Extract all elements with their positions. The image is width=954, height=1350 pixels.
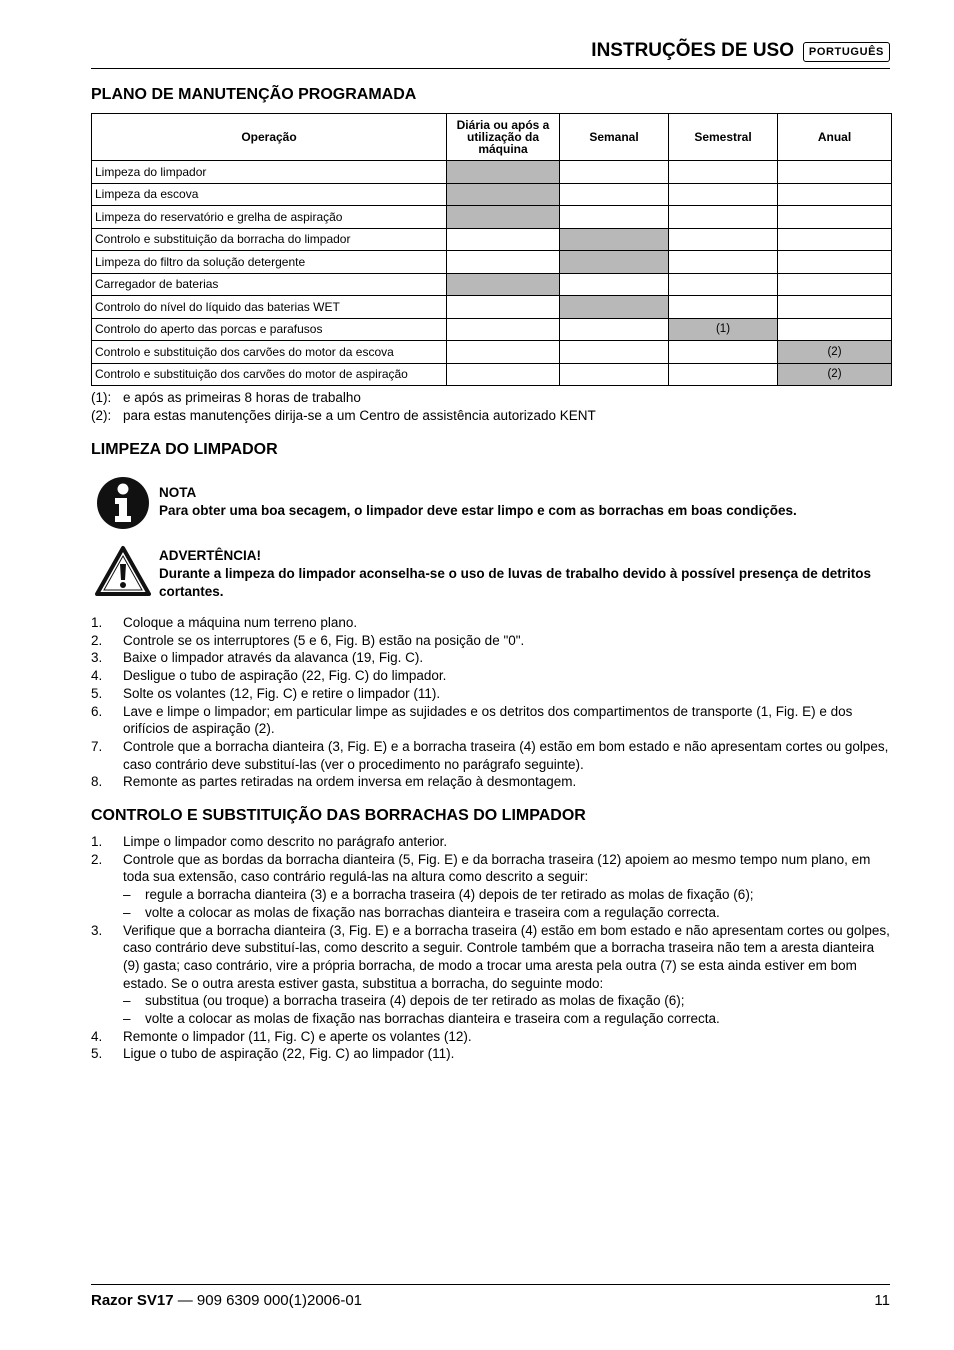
operation-cell: Limpeza da escova [92, 183, 447, 206]
footnote-key: (2): [91, 408, 112, 423]
footnote [91, 390, 361, 405]
table-row [92, 206, 892, 229]
schedule-cell [447, 363, 560, 386]
warning-icon [95, 545, 151, 602]
schedule-cell [560, 318, 669, 341]
schedule-cell [778, 296, 892, 319]
sub-item: – volte a colocar as molas de fixação nas borrachas dianteira e traseira com a regulação correcta. [123, 904, 720, 920]
maintenance-table [91, 113, 892, 386]
table-row [92, 296, 892, 319]
schedule-cell [669, 363, 778, 386]
operation-cell: Limpeza do filtro da solução detergente [92, 251, 447, 274]
list-item: 4. Desligue o tubo de aspiração (22, Fig. C) do limpador. [91, 668, 447, 684]
warning-block [159, 547, 889, 601]
table-row [92, 341, 892, 364]
operation-cell: Controlo e substituição dos carvões do motor de aspiração [92, 363, 447, 386]
warning-text: Durante a limpeza do limpador aconselha-se o uso de luvas de trabalho devido à possível presença de detritos cortantes. [159, 566, 871, 599]
schedule-cell [778, 273, 892, 296]
schedule-cell [447, 341, 560, 364]
schedule-cell [560, 161, 669, 184]
schedule-heading: PLANO DE MANUTENÇÃO PROGRAMADA [91, 86, 417, 103]
schedule-cell [669, 161, 778, 184]
table-row [92, 251, 892, 274]
list-item: 2. Controle que as bordas da borracha dianteira (5, Fig. E) e da borracha traseira (12) apoiem ao mesmo tempo num plano, em toda sua extensão, caso contrário regulá-las na altura como descrito a seguir: – regule a borracha dianteira (3) e a borracha traseira (4) depois de ter retirado as molas de fixação (6); – volte a colocar as molas de fixação nas borrachas dianteira e traseira com a regulação correcta. [91, 851, 890, 922]
rubbers-steps [91, 833, 890, 1063]
table-row [92, 183, 892, 206]
cleaning-heading: LIMPEZA DO LIMPADOR [91, 441, 278, 458]
info-icon [95, 475, 151, 536]
page-footer [91, 1284, 890, 1309]
operation-cell: Controlo do nível do líquido das baterias WET [92, 296, 447, 319]
schedule-cell [778, 228, 892, 251]
footnote [91, 408, 596, 423]
operation-cell: Limpeza do reservatório e grelha de aspiração [92, 206, 447, 229]
col-daily: Diária ou após a utilização da máquina [447, 114, 560, 161]
col-semiannual: Semestral [669, 114, 778, 161]
list-item: 8. Remonte as partes retiradas na ordem inversa em relação à desmontagem. [91, 774, 577, 790]
note-block [159, 484, 889, 520]
note-text: Para obter uma boa secagem, o limpador deve estar limpo e com as borrachas em boas condições. [159, 503, 797, 518]
cleaning-steps [91, 614, 890, 791]
list-item: 1. Coloque a máquina num terreno plano. [91, 615, 358, 630]
list-item: 1. Limpe o limpador como descrito no parágrafo anterior. [91, 834, 448, 849]
language-badge: PORTUGUÊS [803, 42, 890, 62]
footnote-text: para estas manutenções dirija-se a um Centro de assistência autorizado KENT [123, 408, 596, 423]
sub-item: – substitua (ou troque) a borracha traseira (4) depois de ter retirado as molas de fixação (6); [123, 993, 685, 1009]
schedule-cell [669, 206, 778, 229]
table-row [92, 161, 892, 184]
sub-list [123, 992, 890, 1027]
sub-list [123, 886, 890, 921]
col-annual: Anual [778, 114, 892, 161]
list-item: 5. Solte os volantes (12, Fig. C) e retire o limpador (11). [91, 685, 441, 701]
schedule-cell [447, 228, 560, 251]
schedule-cell [669, 251, 778, 274]
schedule-mark-cell: (2) [778, 363, 892, 386]
col-operation: Operação [92, 114, 447, 161]
schedule-mark-cell: (2) [778, 341, 892, 364]
schedule-cell [447, 318, 560, 341]
list-item: 2. Controle se os interruptores (5 e 6, Fig. B) estão na posição de "0". [91, 632, 525, 648]
schedule-cell [669, 273, 778, 296]
schedule-mark-cell: (1) [669, 318, 778, 341]
schedule-mark-cell [560, 251, 669, 274]
schedule-cell [560, 363, 669, 386]
schedule-cell [669, 228, 778, 251]
list-item: 4. Remonte o limpador (11, Fig. C) e aperte os volantes (12). [91, 1028, 472, 1044]
sub-item: – volte a colocar as molas de fixação nas borrachas dianteira e traseira com a regulação correcta. [123, 1011, 720, 1027]
table-row [92, 318, 892, 341]
schedule-mark-cell [447, 161, 560, 184]
operation-cell: Controlo e substituição da borracha do limpador [92, 228, 447, 251]
operation-cell: Controlo do aperto das porcas e parafusos [92, 318, 447, 341]
warning-title: ADVERTÊNCIA! [159, 548, 262, 563]
schedule-cell [778, 318, 892, 341]
schedule-mark-cell [560, 228, 669, 251]
page-header [91, 38, 890, 69]
schedule-cell [560, 341, 669, 364]
table-row [92, 228, 892, 251]
table-row [92, 273, 892, 296]
schedule-cell [669, 341, 778, 364]
note-title: NOTA [159, 485, 197, 500]
schedule-cell [669, 183, 778, 206]
sub-item: – regule a borracha dianteira (3) e a borracha traseira (4) depois de ter retirado as molas de fixação (6); [123, 887, 754, 903]
footnote-text: e após as primeiras 8 horas de trabalho [123, 390, 361, 405]
operation-cell: Limpeza do limpador [92, 161, 447, 184]
schedule-cell [447, 296, 560, 319]
schedule-mark-cell [560, 296, 669, 319]
table-header-row [92, 114, 892, 161]
operation-cell: Controlo e substituição dos carvões do motor da escova [92, 341, 447, 364]
list-item: 6. Lave e limpe o limpador; em particular limpe as sujidades e os detritos dos compartimentos de transporte (1, Fig. E) e dos orifícios de aspiração (2). [91, 703, 853, 737]
footnote-key: (1): [91, 390, 112, 405]
table-row [92, 363, 892, 386]
footer-doc-info [91, 1292, 362, 1309]
schedule-cell [778, 183, 892, 206]
page-number: 11 [874, 1292, 890, 1309]
schedule-cell [560, 273, 669, 296]
list-item: 7. Controle que a borracha dianteira (3, Fig. E) e a borracha traseira (4) estão em bom estado e não apresentam cortes ou golpes, caso contrário deve substituí-las (ver o procedimento no parágrafo seguinte). [91, 738, 889, 772]
schedule-cell [778, 206, 892, 229]
list-item: 3. Verifique que a borracha dianteira (3, Fig. E) e a borracha traseira (4) estão em bom estado e não apresentam cortes ou golpes, caso contrário deve substituí-las, como descrito a seguir. Controle também que a borracha traseira não tem a aresta dianteira (9) gasta; caso contrário, vire a própria borracha, de modo a trocar uma aresta pela outra (7) se esta ainda estiver em bom estado. Se o outra aresta estiver gasta, substitua a borracha, do seguinte modo: – substitua (ou troque) a borracha traseira (4) depois de ter retirado as molas de fixação (6); – volte a colocar as molas de fixação nas borrachas dianteira e traseira com a regulação correcta. [91, 922, 890, 1027]
col-weekly: Semanal [560, 114, 669, 161]
schedule-mark-cell [447, 183, 560, 206]
schedule-cell [560, 183, 669, 206]
schedule-cell [560, 206, 669, 229]
list-item: 3. Baixe o limpador através da alavanca (19, Fig. C). [91, 650, 424, 666]
schedule-cell [669, 296, 778, 319]
schedule-mark-cell [447, 273, 560, 296]
schedule-mark-cell [447, 206, 560, 229]
operation-cell: Carregador de baterias [92, 273, 447, 296]
table-body [92, 161, 892, 386]
manual-page [91, 0, 890, 1350]
list-item: 5. Ligue o tubo de aspiração (22, Fig. C) ao limpador (11). [91, 1046, 455, 1062]
header-title: INSTRUÇÕES DE USO [591, 40, 794, 61]
schedule-cell [778, 251, 892, 274]
footer-doc-code: — 909 6309 000(1)2006-01 [177, 1292, 363, 1309]
rubbers-heading: CONTROLO E SUBSTITUIÇÃO DAS BORRACHAS DO LIMPADOR [91, 807, 586, 824]
schedule-cell [447, 251, 560, 274]
footer-model: Razor SV17 [91, 1292, 174, 1309]
schedule-cell [778, 161, 892, 184]
